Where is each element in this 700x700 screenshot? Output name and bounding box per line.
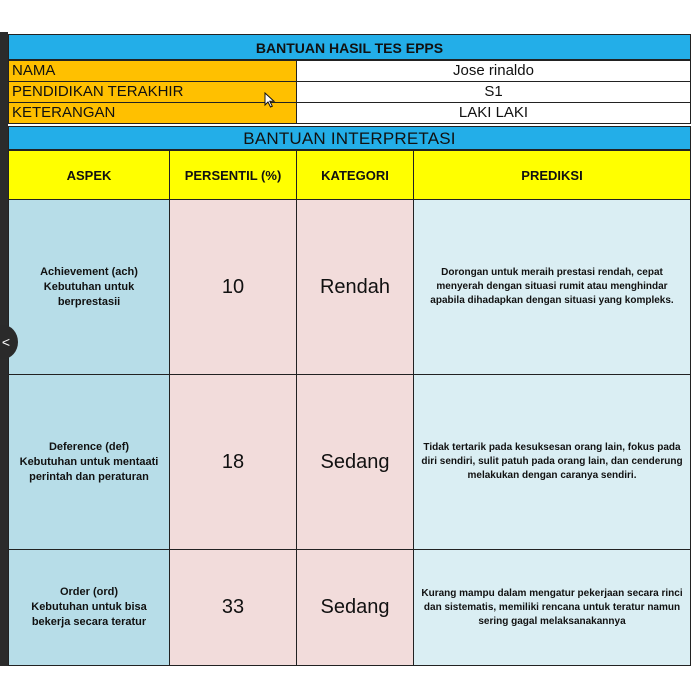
aspek-desc: Kebutuhan untuk bisa bekerja secara teratur (31, 601, 147, 628)
aspek-name: Order (ord) (59, 586, 119, 598)
field-value-pendidikan[interactable]: S1 (296, 81, 691, 103)
table-row-prediksi[interactable]: Tidak tertarik pada kesuksesan orang lain, fokus pada diri sendiri, sulit patuh pada orang lain, dan cenderung melakukan dengan caranya sendiri. (413, 374, 691, 550)
header-kategori: KATEGORI (296, 150, 414, 200)
table-row-aspek[interactable] (8, 549, 170, 666)
field-label-keterangan: KETERANGAN (8, 102, 297, 124)
table-row-kategori[interactable]: Rendah (296, 199, 414, 375)
field-label-pendidikan: PENDIDIKAN TERAKHIR (8, 81, 297, 103)
field-value-keterangan[interactable]: LAKI LAKI (296, 102, 691, 124)
table-row-persentil[interactable]: 18 (169, 374, 297, 550)
table-row-prediksi[interactable]: Kurang mampu dalam mengatur pekerjaan secara rinci dan sistematis, memiliki rencana untuk teratur namun sering gagal melaksanakannya (413, 549, 691, 666)
table-row-aspek[interactable] (8, 199, 170, 375)
interpretation-title: BANTUAN INTERPRETASI (8, 126, 691, 150)
aspek-name: Deference (def) (48, 440, 130, 453)
mouse-pointer-icon (264, 92, 276, 108)
aspek-desc: Kebutuhan untuk berprestasii (43, 280, 135, 308)
aspek-name: Achievement (ach) (40, 265, 138, 278)
table-row-kategori[interactable]: Sedang (296, 549, 414, 666)
header-prediksi: PREDIKSI (413, 150, 691, 200)
table-row-kategori[interactable]: Sedang (296, 374, 414, 550)
table-row-aspek[interactable] (8, 374, 170, 550)
aspek-desc: Kebutuhan untuk mentaati perintah dan peraturan (19, 455, 159, 483)
table-row-prediksi[interactable]: Dorongan untuk meraih prestasi rendah, cepat menyerah dengan situasi rumit atau menghindar apabila dihadapkan dengan situasi yang kompleks. (413, 199, 691, 375)
header-aspek: ASPEK (8, 150, 170, 200)
table-row-persentil[interactable]: 33 (169, 549, 297, 666)
header-persentil: PERSENTIL (%) (169, 150, 297, 200)
field-label-nama: NAMA (8, 60, 297, 82)
field-value-nama[interactable]: Jose rinaldo (296, 60, 691, 82)
sheet-title: BANTUAN HASIL TES EPPS (8, 34, 691, 60)
table-row-persentil[interactable]: 10 (169, 199, 297, 375)
chevron-left-icon[interactable]: < (0, 325, 18, 359)
